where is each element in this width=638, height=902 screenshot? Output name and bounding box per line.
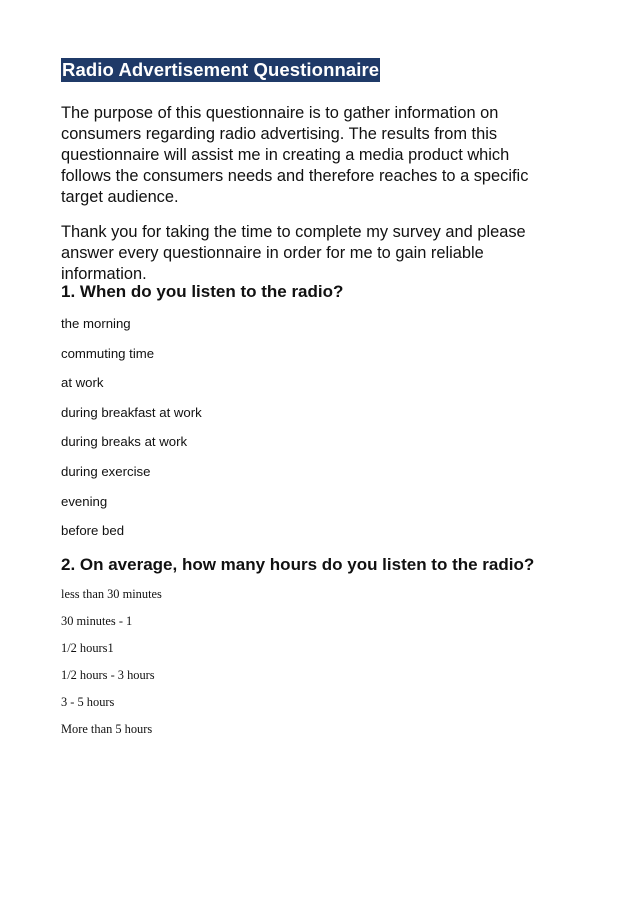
question-1-option: before bed: [61, 523, 125, 539]
question-2-option: less than 30 minutes: [61, 587, 162, 601]
question-1-option: during breakfast at work: [61, 404, 202, 420]
question-2-heading: 2. On average, how many hours do you listen to the radio?: [61, 555, 535, 574]
question-1-options: [61, 315, 202, 552]
question-2-option: More than 5 hours: [61, 722, 153, 736]
question-2-option: 30 minutes - 1: [61, 614, 133, 628]
question-1-heading: 1. When do you listen to the radio?: [61, 282, 344, 301]
question-2-option: 1/2 hours1: [61, 641, 114, 655]
question-1-option: during breaks at work: [61, 434, 188, 450]
question-2-options: [61, 586, 162, 748]
title-block: [61, 58, 380, 82]
question-2-option: 1/2 hours - 3 hours: [61, 668, 155, 682]
question-1-option: at work: [61, 375, 104, 391]
document-title: Radio Advertisement Questionnaire: [62, 59, 380, 80]
question-1-option: during exercise: [61, 463, 151, 479]
question-1-option: the morning: [61, 316, 131, 331]
question-1-option: commuting time: [61, 345, 155, 361]
thanks-paragraph: Thank you for taking the time to complete my survey and please answer every questionnaire in order for me to gain reliable information.: [61, 223, 526, 283]
question-2-option: 3 - 5 hours: [61, 695, 115, 709]
question-1-option: evening: [61, 493, 108, 509]
intro-paragraph: The purpose of this questionnaire is to gather information on consumers regarding radio advertising. The results from this questionnaire will assist me in creating a media product which follows the consumers needs and therefore reaches to a specific target audience.: [61, 104, 529, 206]
